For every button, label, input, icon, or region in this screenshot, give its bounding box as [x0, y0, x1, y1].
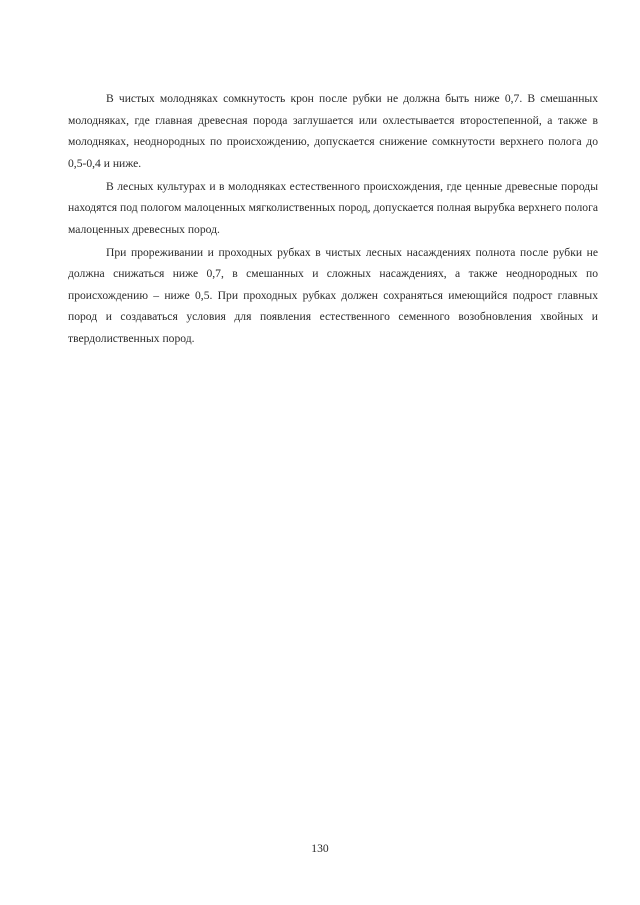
- body-text: [68, 88, 598, 351]
- paragraph-forest-cultures: В лесных культурах и в молодняках естественного происхождения, где ценные древесные породы находятся под пологом малоценных мягколиственных пород, допускается полная вырубка верхнего полога малоценных древесных пород.: [68, 179, 598, 236]
- paragraph-thinning-cuttings: При прореживании и проходных рубках в чистых лесных насаждениях полнота после рубки не должна снижаться ниже 0,7, в смешанных и сложных насаждениях, а также неоднородных по происхождению – ниже 0,5. При проходных рубках должен сохраняться имеющийся подрост главных пород и создаваться условия для появления естественного семенного возобновления хвойных и твердолиственных пород.: [68, 245, 598, 345]
- page-number: 130: [311, 842, 329, 855]
- paragraph-sapling-crown-closure: В чистых молодняках сомкнутость крон после рубки не должна быть ниже 0,7. В смешанных молодняках, где главная древесная порода заглушается или охлестывается второстепенной, а также в молодняках, неоднородных по происхождению, допускается снижение сомкнутости верхнего полога до 0,5-0,4 и ниже.: [68, 92, 598, 170]
